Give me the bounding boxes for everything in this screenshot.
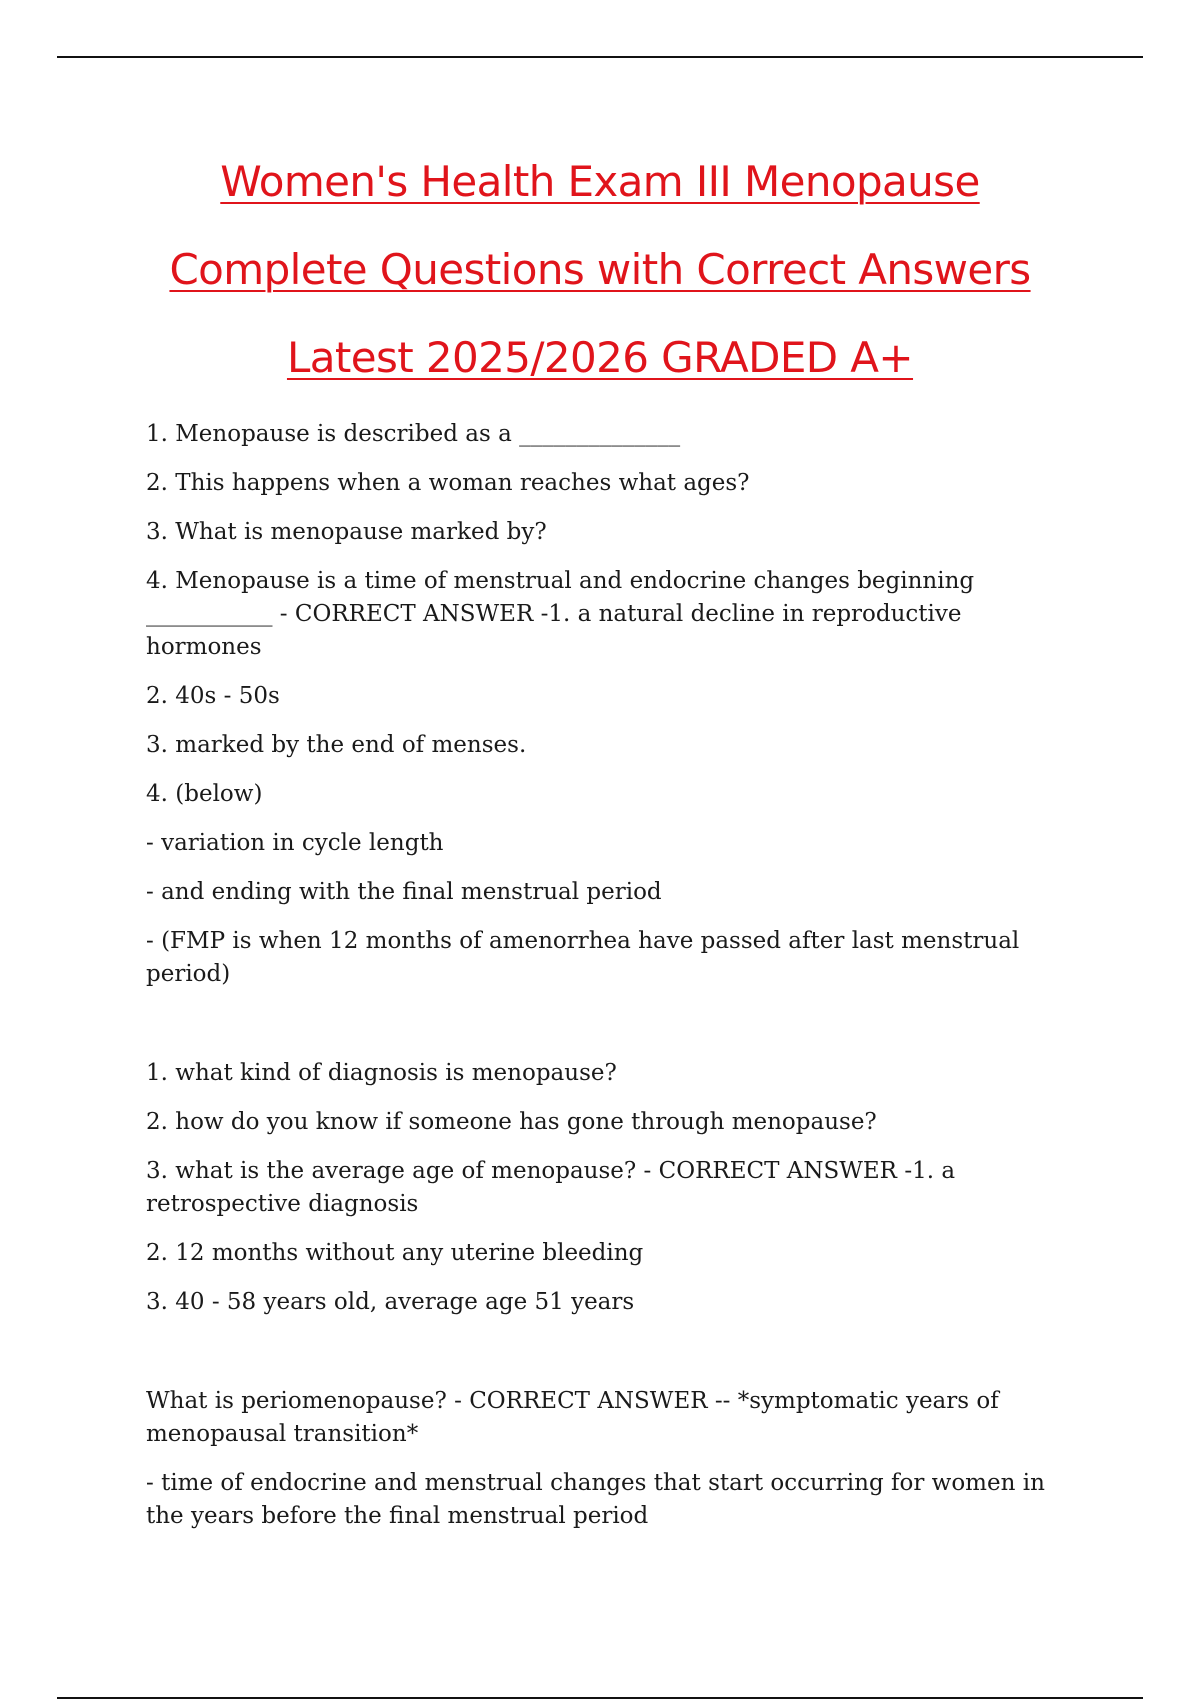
section-menopause-diagnosis <box>146 1057 1066 1319</box>
title-line-1: Women's Health Exam III Menopause <box>220 157 980 206</box>
paragraph: 4. Menopause is a time of menstrual and endocrine changes beginning ___________ - CORRECT ANSWER -1. a natural decline in reproductive hormones <box>146 568 975 660</box>
title-line-2: Complete Questions with Correct Answers <box>169 245 1031 294</box>
section-spacer <box>146 1007 1066 1057</box>
paragraph: - and ending with the final menstrual period <box>146 879 662 905</box>
document-title <box>0 138 1200 402</box>
paragraph: - variation in cycle length <box>146 830 444 856</box>
paragraph: - time of endocrine and menstrual changes that start occurring for women in the years before the final menstrual period <box>146 1470 1045 1529</box>
paragraph: 2. 12 months without any uterine bleeding <box>146 1240 644 1266</box>
title-line-3: Latest 2025/2026 GRADED A+ <box>286 333 914 382</box>
top-rule <box>57 56 1143 58</box>
paragraph: 1. Menopause is described as a ______________ <box>146 421 681 447</box>
section-menopause-definition <box>146 418 1066 991</box>
paragraph: 1. what kind of diagnosis is menopause? <box>146 1060 617 1086</box>
section-perimenopause <box>146 1385 1066 1533</box>
paragraph: 2. how do you know if someone has gone through menopause? <box>146 1109 877 1135</box>
paragraph: 3. what is the average age of menopause? - CORRECT ANSWER -1. a retrospective diagnosis <box>146 1158 956 1217</box>
paragraph: What is periomenopause? - CORRECT ANSWER -- *symptomatic years of menopausal transition* <box>146 1388 999 1447</box>
paragraph: 3. What is menopause marked by? <box>146 519 547 545</box>
paragraph: 3. marked by the end of menses. <box>146 732 527 758</box>
paragraph: 2. This happens when a woman reaches what ages? <box>146 470 750 496</box>
bottom-rule <box>57 1697 1143 1699</box>
document-body <box>146 418 1066 1549</box>
paragraph: 3. 40 - 58 years old, average age 51 years <box>146 1289 635 1315</box>
paragraph: 4. (below) <box>146 781 263 807</box>
section-spacer <box>146 1335 1066 1385</box>
paragraph: 2. 40s - 50s <box>146 683 280 709</box>
paragraph: - (FMP is when 12 months of amenorrhea have passed after last menstrual period) <box>146 928 1020 987</box>
